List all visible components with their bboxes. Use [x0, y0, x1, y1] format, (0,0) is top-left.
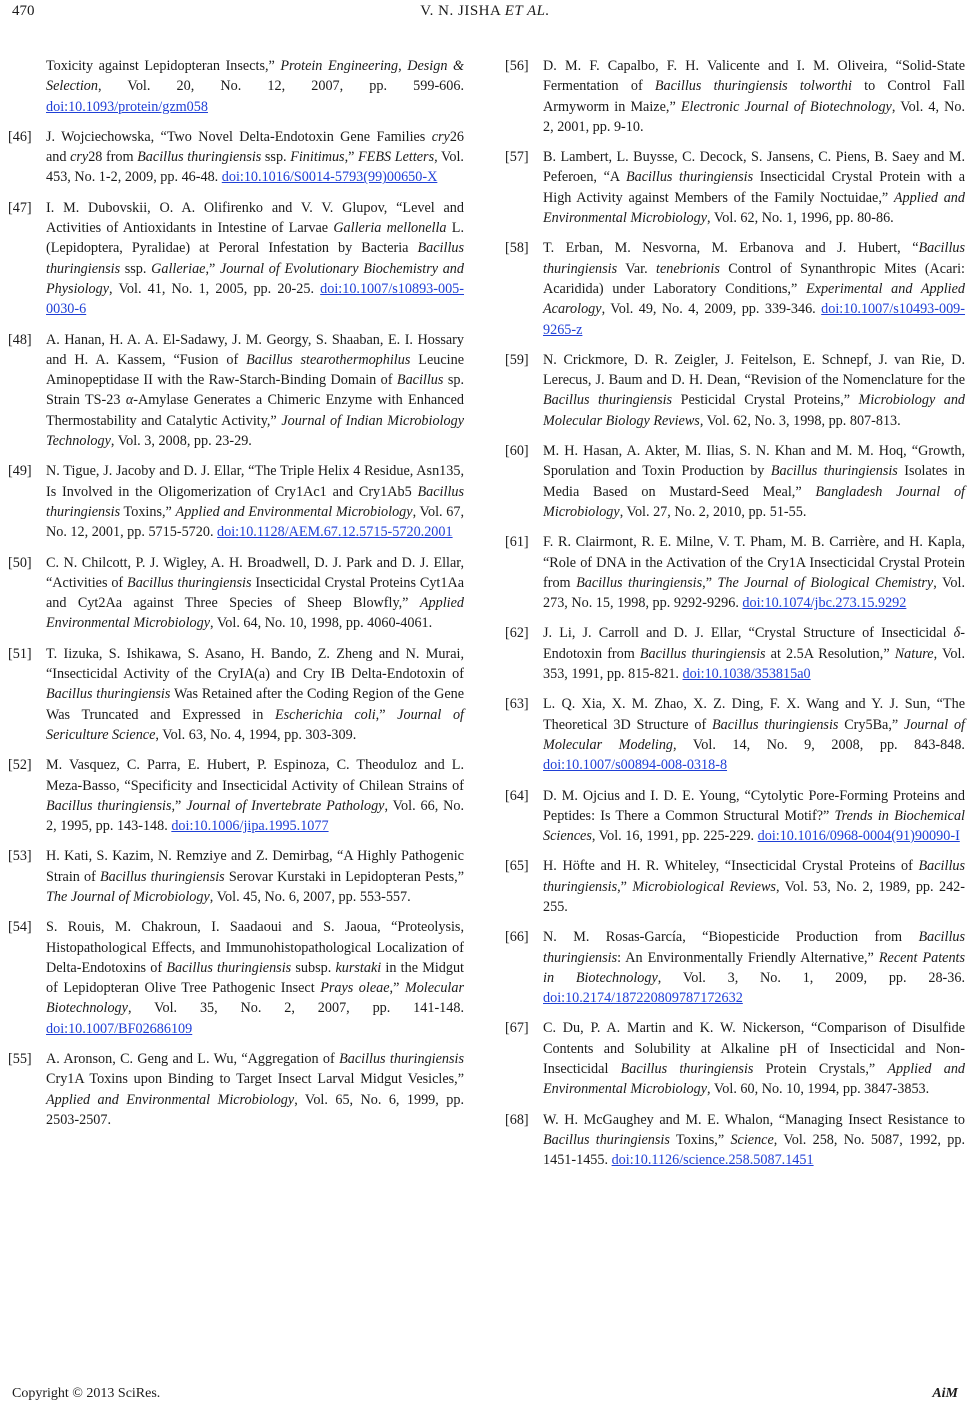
reference-entry	[505, 1110, 965, 1171]
italic-text: Bacillus thuringiensis	[712, 716, 839, 733]
reference-text-segment: Insecticidal Crystal Protein with a High Activity against Members of the Family Noctuidae,”	[543, 169, 966, 206]
reference-text-segment: : An Environmentally Friendly Alternative,”	[617, 949, 879, 966]
reference-text-segment: ,”	[389, 980, 405, 997]
reference-text-segment: , Vol. 66, No. 2, 1995, pp. 143-148.	[46, 797, 465, 835]
italic-text: Finitimus	[290, 149, 345, 166]
reference-text-segment: S. Rouis, M. Chakroun, I. Saadaoui and S. Jaoua, “Proteolysis, Histopathological Effects, and Immunohistopathological Localization of Delta-Endotoxins of	[46, 919, 464, 976]
reference-entry	[505, 441, 965, 522]
reference-text-segment: ,	[398, 58, 408, 74]
reference-text-segment: J. Li, J. Carroll and D. J. Ellar, “Crystal Structure of Insecticidal	[543, 625, 954, 642]
reference-text-segment: , Vol. 273, No. 15, 1998, pp. 9292-9296.	[543, 574, 965, 612]
reference-entry	[505, 56, 965, 137]
reference-entry	[505, 927, 965, 1008]
reference-number: [67]	[505, 1020, 529, 1037]
reference-text	[543, 532, 965, 613]
italic-text: Protein Engineering	[280, 58, 399, 74]
reference-number: [50]	[8, 554, 32, 571]
reference-entry	[505, 1018, 965, 1099]
reference-text-segment: , Vol. 60, No. 10, 1994, pp. 3847-3853.	[707, 1081, 930, 1098]
doi-link[interactable]: doi:10.1007/s10893-005-0030-6	[46, 280, 464, 318]
reference-text-segment: N. Crickmore, D. R. Zeigler, J. Feitelson, E. Schnepf, J. van Rie, D. Lerecus, J. Baum and D. H. Dean, “Revision of the Nomenclature for the	[543, 351, 965, 389]
italic-text: Bacillus thuringiensis	[46, 240, 464, 277]
reference-entry	[8, 917, 464, 1039]
italic-text: Bacillus thuringiensis	[576, 574, 703, 591]
italic-text: Electronic Journal of Biotechnology	[680, 98, 892, 115]
running-head	[0, 3, 970, 20]
italic-text: kurstaki	[335, 959, 382, 976]
reference-text-segment: H. Kati, S. Kazim, N. Remziye and Z. Demirbag, “A Highly Pathogenic Strain of	[46, 848, 464, 885]
doi-link[interactable]: doi:10.1093/protein/gzm058	[46, 98, 208, 115]
reference-text-segment: Toxicity against Lepidopteran Insects,”	[46, 58, 281, 74]
reference-entry	[505, 786, 965, 847]
reference-text-segment: subsp.	[291, 959, 336, 976]
reference-number: [60]	[505, 443, 529, 460]
italic-text: Science	[730, 1131, 774, 1148]
reference-text-segment: B. Lambert, L. Buysse, C. Decock, S. Jansens, C. Piens, B. Saey and M. Peferoen, “A	[543, 149, 965, 186]
reference-text-segment: Protein Crystals,”	[753, 1061, 888, 1078]
reference-number: [57]	[505, 149, 529, 166]
reference-entry	[505, 147, 965, 228]
italic-text: tenebrionis	[656, 260, 720, 277]
reference-text-segment: Serovar Kurstaki in Lepidopteran Pests,”	[224, 868, 465, 885]
reference-text-segment: Var.	[617, 260, 657, 277]
italic-text: Applied and Environmental Microbiology	[175, 503, 413, 520]
reference-text	[46, 330, 464, 452]
running-head-et-al: ET AL.	[504, 3, 550, 19]
journal-abbreviation: AiM	[932, 1386, 958, 1401]
reference-text	[543, 786, 965, 847]
reference-text-segment: ,”	[205, 260, 220, 277]
italic-text: cry	[431, 128, 450, 145]
italic-text: Bacillus thuringiensis	[620, 1061, 754, 1078]
reference-entry	[8, 198, 464, 320]
reference-entry	[8, 553, 464, 634]
reference-text	[543, 147, 965, 228]
reference-text	[46, 846, 464, 907]
reference-text	[543, 927, 965, 1008]
reference-text-segment: -Amylase Generates a Chimeric Enzyme with Enhanced Thermostability and Catalytic Activity,”	[46, 392, 464, 429]
reference-text-segment: F. R. Clairmont, R. E. Milne, V. T. Pham, M. B. Carrière, and H. Kapla, “Role of DNA in the Activation of the Cry1A Insecticidal Crystal Protein from	[543, 534, 965, 591]
italic-text: Molecular Biotechnology	[46, 980, 464, 1017]
italic-text: The Journal of Microbiology	[46, 888, 210, 905]
italic-text: Bacillus thuringiensis	[137, 149, 262, 166]
reference-number: [49]	[8, 463, 32, 480]
reference-number: [53]	[8, 848, 32, 865]
italic-text: Bacillus thuringiensis	[127, 574, 252, 591]
reference-entry	[505, 623, 965, 684]
reference-text	[543, 623, 965, 684]
italic-text: Journal of Sericulture Science	[46, 706, 465, 743]
reference-text-segment: , Vol. 64, No. 10, 1998, pp. 4060-4061.	[210, 615, 433, 632]
doi-link[interactable]: doi:10.1016/S0014-5793(99)00650-X	[221, 169, 438, 186]
italic-text: Bacillus thuringiensis	[543, 858, 965, 895]
reference-text-segment: , Vol. 45, No. 6, 2007, pp. 553-557.	[209, 888, 411, 905]
reference-text-segment: sp. Strain TS-23	[46, 372, 464, 409]
reference-number: [58]	[505, 240, 529, 257]
italic-text: Bangladesh Journal of Microbiology	[543, 483, 965, 520]
italic-text: The Journal of Biological Chemistry	[717, 574, 934, 591]
reference-text-segment: D. M. F. Capalbo, F. H. Valicente and I. M. Oliveira, “Solid-State Fermentation of	[543, 58, 965, 95]
reference-text-segment: , Vol. 14, No. 9, 2008, pp. 843-848.	[673, 736, 965, 753]
italic-text: Bacillus thuringiensis	[543, 1131, 670, 1148]
reference-text-segment: , Vol. 63, No. 4, 1994, pp. 303-309.	[155, 726, 357, 743]
page-footer	[0, 1386, 970, 1408]
reference-text-segment: , Vol. 65, No. 6, 1999, pp. 2503-2507.	[46, 1091, 464, 1128]
reference-text-segment: -Endotoxin from	[543, 625, 965, 662]
reference-text-segment: Toxins,”	[669, 1131, 731, 1148]
italic-text: Nature	[894, 645, 934, 662]
reference-text-segment: Cry1A Toxins upon Binding to Target Insect Larval Midgut Vesicles,”	[46, 1071, 464, 1088]
reference-text	[543, 1110, 965, 1171]
reference-text-segment: Pesticidal Crystal Proteins,”	[672, 392, 859, 409]
italic-text: Bacillus thuringiensis	[770, 463, 898, 480]
reference-text-segment: M. Vasquez, C. Parra, E. Hubert, P. Espinoza, C. Theoduloz and L. Meza-Basso, “Specificity and Insecticidal Activity of Chilean Strains of	[46, 757, 464, 794]
italic-text: Bacillus thuringiensis	[46, 686, 171, 703]
reference-text-segment: , Vol. 3, 2008, pp. 23-29.	[110, 433, 252, 450]
italic-text: Applied and Environmental Microbiology	[543, 1061, 966, 1098]
reference-entry	[8, 644, 464, 745]
reference-text-segment: Control of Synanthropic Mites (Acari: Acaridida) under Laboratory Conditions,”	[543, 260, 965, 297]
reference-number: [59]	[505, 351, 529, 368]
reference-entry	[8, 1049, 464, 1130]
copyright-notice: Copyright © 2013 SciRes.	[12, 1386, 161, 1401]
reference-text-segment: , Vol. 35, No. 2, 2007, pp. 141-148.	[127, 1000, 464, 1017]
reference-text-segment: ,”	[344, 149, 359, 166]
reference-text-segment: , Vol. 4, No. 2, 2001, pp. 9-10.	[543, 98, 965, 135]
reference-entry	[8, 846, 464, 907]
italic-text: Bacillus thuringiensis	[639, 645, 766, 662]
italic-text: α	[125, 392, 134, 409]
italic-text: Galleria mellonella	[333, 220, 447, 237]
italic-text: Prays oleae	[320, 980, 390, 997]
reference-text-segment: , Vol. 27, No. 2, 2010, pp. 51-55.	[619, 503, 807, 520]
reference-text	[46, 198, 464, 320]
reference-text	[46, 553, 464, 634]
reference-text-segment: Insecticidal Crystal Proteins Cyt1Aa and Cyt2Aa against Three Species of Sheep Blowfly,”	[46, 574, 465, 612]
italic-text: Microbiology and Molecular Biology Reviews	[543, 392, 966, 429]
reference-text-segment: M. H. Hasan, A. Akter, M. Ilias, S. N. Khan and M. M. Hoq, “Growth, Sporulation and Toxin Production by	[543, 443, 965, 480]
reference-text-segment: C. N. Chilcott, P. J. Wigley, A. H. Broadwell, D. J. Park and D. J. Ellar, “Activities of	[46, 554, 464, 591]
reference-text-segment: , Vol. 67, No. 12, 2001, pp. 5715-5720.	[46, 503, 464, 541]
doi-link[interactable]: doi:10.1074/jbc.273.15.9292	[742, 595, 907, 612]
doi-link[interactable]: doi:10.1007/s00894-008-0318-8	[543, 757, 728, 774]
reference-text	[543, 238, 965, 339]
reference-text-segment: Isolates in Media Based on Mustard-Seed Meal,”	[543, 463, 965, 500]
reference-text-segment: ,”	[617, 878, 633, 895]
italic-text: Escherichia coli	[274, 706, 376, 723]
reference-text-segment: N. Tigue, J. Jacoby and D. J. Ellar, “The Triple Helix 4 Residue, Asn135, Is Involved in the Oligomerization of Cry1Ac1 and Cry1Ab5	[46, 463, 464, 500]
reference-text	[46, 917, 464, 1039]
reference-number: [48]	[8, 331, 32, 348]
reference-text-segment: C. Du, P. A. Martin and K. W. Nickerson, “Comparison of Disulfide Contents and Solubility at Alkaline pH of Insecticidal and Non-Insecticidal	[543, 1020, 965, 1078]
reference-number: [55]	[8, 1051, 32, 1068]
reference-text-segment: I. M. Dubovskii, O. A. Olifirenko and V. V. Glupov, “Level and Activities of Antioxidants in Intestine of Larvae	[46, 199, 464, 237]
reference-text	[543, 441, 965, 522]
references-left-column	[8, 56, 464, 1140]
reference-entry	[8, 755, 464, 836]
reference-text-segment: W. H. McGaughey and M. E. Whalon, “Managing Insect Resistance to	[543, 1111, 965, 1128]
reference-text-segment: ssp.	[261, 149, 291, 166]
reference-text-segment: , Vol. 62, No. 3, 1998, pp. 807-813.	[699, 412, 901, 429]
reference-text	[46, 644, 464, 745]
references-right-column	[505, 56, 965, 1181]
italic-text: Journal of Molecular Modeling	[543, 716, 965, 753]
italic-text: Bacillus thuringiensis	[543, 392, 673, 409]
reference-text	[46, 1049, 464, 1130]
reference-text-segment: H. Höfte and H. R. Whiteley, “Insecticidal Crystal Proteins of	[543, 858, 919, 875]
italic-text: Trends in Biochemical Sciences	[543, 807, 965, 845]
reference-text-segment: D. M. Ojcius and I. D. E. Young, “Cytolytic Pore-Forming Proteins and Peptides: Is There a Common Structural Motif?”	[543, 787, 965, 824]
reference-text	[46, 461, 464, 542]
reference-text	[46, 127, 464, 188]
reference-text-segment: Was Retained after the Coding Region of the Gene Was Truncated and Expressed in	[46, 686, 465, 723]
doi-link[interactable]: doi:10.1126/science.258.5087.1451	[611, 1152, 814, 1169]
reference-text	[543, 694, 965, 775]
italic-text: Bacillus stearothermophilus	[246, 351, 411, 368]
reference-text-segment: to Control Fall Armyworm in Maize,”	[543, 78, 965, 115]
reference-text	[46, 755, 464, 836]
doi-link[interactable]: doi:10.1128/AEM.67.12.5715-5720.2001	[217, 524, 453, 541]
page-number: 470	[12, 3, 35, 19]
reference-number: [66]	[505, 929, 529, 946]
italic-text: cry	[70, 149, 89, 166]
reference-text-segment: 26 and	[46, 128, 464, 166]
italic-text: Recent Patents in Biotechnology	[543, 949, 965, 986]
reference-entry	[8, 127, 464, 188]
reference-entry	[505, 694, 965, 775]
reference-text-segment: A. Hanan, H. A. A. El-Sadawy, J. M. Georgy, S. Shaaban, E. I. Hossary and H. A. Kassem, “Fusion of	[46, 331, 464, 368]
italic-text: Microbiological Reviews	[632, 878, 776, 895]
italic-text: Bacillus thuringiensis	[543, 240, 965, 277]
reference-entry	[8, 330, 464, 452]
reference-number: [62]	[505, 625, 529, 642]
doi-link[interactable]: doi:10.2174/187220809787172632	[543, 990, 743, 1007]
reference-entry	[505, 856, 965, 917]
running-head-authors: V. N. JISHA	[420, 3, 501, 19]
italic-text: Bacillus thuringiensis	[543, 929, 965, 966]
reference-text-segment: , Vol. 453, No. 1-2, 2009, pp. 46-48.	[46, 149, 464, 186]
reference-number: [63]	[505, 696, 529, 713]
reference-text-segment: at 2.5A Resolution,”	[765, 645, 895, 662]
reference-text-segment: N. M. Rosas-García, “Biopesticide Production from	[543, 929, 919, 946]
reference-text-segment: ssp.	[120, 260, 152, 277]
doi-link[interactable]: doi:10.1016/0968-0004(91)90090-I	[757, 828, 960, 845]
reference-text-segment: , Vol. 353, 1991, pp. 815-821.	[543, 645, 965, 683]
reference-text-segment: T. Erban, M. Nesvorna, M. Erbanova and J. Hubert, “	[543, 240, 919, 257]
reference-text-segment: A. Aronson, C. Geng and L. Wu, “Aggregation of	[46, 1051, 340, 1068]
reference-number: [56]	[505, 58, 529, 74]
italic-text: Bacillus	[396, 372, 444, 389]
reference-entry	[8, 56, 464, 117]
reference-text	[543, 56, 965, 137]
italic-text: FEBS Letters	[358, 149, 435, 166]
reference-number: [51]	[8, 645, 32, 662]
italic-text: Design & Selection	[46, 58, 465, 95]
reference-text-segment: L. (Lepidoptera, Pyralidae) at Peroral Infestation by Bacteria	[46, 220, 464, 257]
reference-text-segment: ,”	[375, 706, 398, 723]
reference-number: [64]	[505, 787, 529, 804]
reference-entry	[505, 532, 965, 613]
reference-text-segment: T. Iizuka, S. Ishikawa, S. Asano, H. Bando, Z. Zheng and N. Murai, “Insecticidal Activity of the CryIA(a) and Cry IB Delta-Endotoxin of	[46, 645, 464, 683]
reference-text-segment: L. Q. Xia, X. M. Zhao, X. Z. Ding, F. X. Wang and Y. J. Sun, “The Theoretical 3D Structure of	[543, 696, 965, 733]
reference-number: [61]	[505, 534, 529, 551]
italic-text: Experimental and Applied Acarology	[543, 280, 966, 318]
reference-entry	[505, 350, 965, 431]
doi-link[interactable]: doi:10.1007/s10493-009-9265-z	[543, 301, 965, 338]
reference-number: [68]	[505, 1111, 529, 1128]
italic-text: Bacillus thuringiensis	[46, 483, 464, 520]
italic-text: Bacillus thuringiensis	[166, 959, 292, 976]
reference-number: [65]	[505, 858, 529, 875]
reference-entry	[8, 461, 464, 542]
reference-text-segment: , Vol. 3, No. 1, 2009, pp. 28-36.	[657, 969, 965, 986]
reference-text-segment: , Vol. 16, 1991, pp. 225-229.	[591, 828, 758, 845]
reference-text-segment: ,”	[702, 574, 718, 591]
italic-text: Bacillus thuringiensis	[99, 868, 225, 885]
reference-text	[543, 350, 965, 431]
reference-text-segment: Leucine Aminopeptidase II with the Raw-Starch-Binding Domain of	[46, 351, 464, 389]
reference-text	[8, 56, 464, 117]
reference-text-segment: 28 from	[88, 149, 138, 166]
italic-text: Journal of Invertebrate Pathology	[186, 797, 385, 814]
reference-number: [47]	[8, 199, 32, 216]
reference-text-segment: , Vol. 62, No. 1, 1996, pp. 80-86.	[707, 210, 894, 227]
doi-link[interactable]: doi:10.1006/jipa.1995.1077	[171, 818, 329, 835]
italic-text: Bacillus thuringiensis	[46, 797, 172, 814]
reference-entry	[505, 238, 965, 339]
reference-text-segment: Toxins,”	[120, 503, 176, 520]
reference-text-segment: in the Midgut of Lepidopteran Olive Tree Pathogenic Insect	[46, 959, 464, 997]
italic-text: Applied Environmental Microbiology	[46, 595, 464, 632]
reference-text-segment: , Vol. 41, No. 1, 2005, pp. 20-25.	[109, 280, 321, 297]
italic-text: Applied and Environmental Microbiology	[543, 189, 965, 227]
italic-text: Galleriae	[151, 260, 206, 277]
italic-text: Bacillus thuringiensis	[625, 169, 754, 186]
reference-number: [46]	[8, 128, 32, 145]
reference-text-segment: J. Wojciechowska, “Two Novel Delta-Endotoxin Gene Families	[46, 128, 432, 145]
reference-text-segment: , Vol. 53, No. 2, 1989, pp. 242-255.	[543, 878, 965, 915]
reference-text	[543, 856, 965, 917]
italic-text: Journal of Indian Microbiology Technology	[46, 412, 464, 450]
reference-text-segment: , Vol. 49, No. 4, 2009, pp. 339-346.	[601, 301, 822, 318]
page-header	[0, 0, 970, 24]
italic-text: Applied and Environmental Microbiology	[46, 1091, 295, 1108]
italic-text: Bacillus thuringiensis tolworthi	[654, 78, 852, 95]
reference-text-segment: ,”	[171, 797, 187, 814]
reference-text-segment: , Vol. 258, No. 5087, 1992, pp. 1451-1455.	[543, 1131, 965, 1169]
reference-text	[543, 1018, 965, 1099]
italic-text: δ	[953, 625, 961, 642]
reference-text-segment: , Vol. 20, No. 12, 2007, pp. 599-606.	[98, 78, 464, 95]
doi-link[interactable]: doi:10.1007/BF02686109	[46, 1020, 193, 1037]
doi-link[interactable]: doi:10.1038/353815a0	[682, 666, 811, 683]
italic-text: Journal of Evolutionary Biochemistry and Physiology	[46, 260, 464, 297]
reference-text-segment: Cry5Ba,”	[838, 716, 905, 733]
italic-text: Bacillus thuringiensis	[339, 1051, 465, 1068]
reference-number: [52]	[8, 757, 32, 774]
reference-number: [54]	[8, 919, 32, 936]
